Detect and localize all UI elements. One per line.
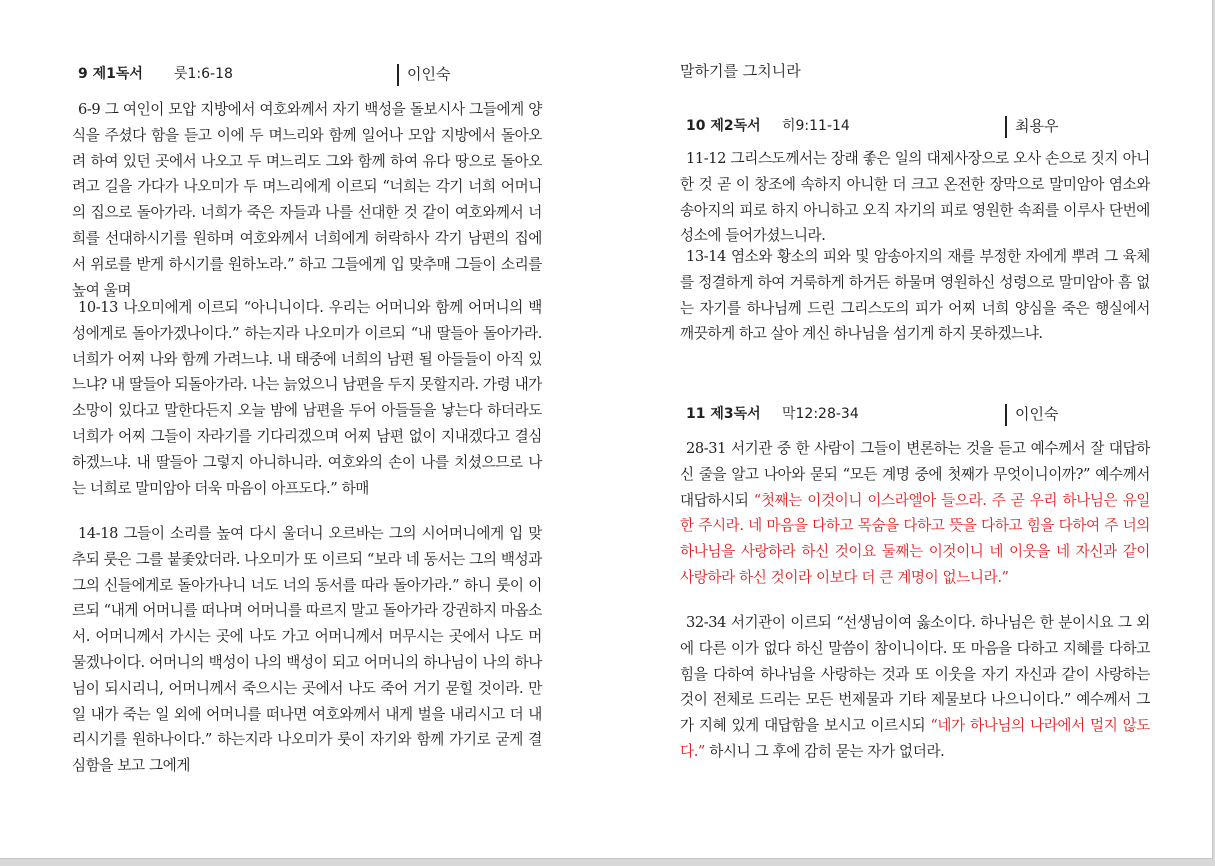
verse-text: 28-31 서기관 중 한 사람이 그들이 변론하는 것을 듣고 예수께서 잘 대답하신 줄을 알고 나아와 묻되 “모든 계명 중에 첫째가 무엇이니이까?” 예수께서 대답하시되 (680, 440, 1150, 509)
reader-name: 이인숙 (407, 65, 451, 83)
reading-header-1 (72, 61, 542, 87)
scripture-reference: 룻1:6-18 (174, 66, 233, 82)
continuation-text: 말하기를 그치니라 (680, 62, 801, 80)
reading-header-3 (680, 401, 1150, 427)
header-divider (397, 64, 399, 86)
reading-number: 9 제1독서 (78, 66, 143, 82)
verse-text: 32-34 서기관이 이르되 “선생님이여 옳소이다. 하나님은 한 분이시요 그 외에 다른 이가 없다 하신 말씀이 참이니이다. 또 마음을 다하고 지혜를 다하고 힘을 다하여 하나님을 사랑하는 것과 또 이웃을 자기 자신과 같이 사랑하는 것이 전체로 드리는 모든 번제물과 기타 제물보다 나으니이다.” 예수께서 그가 지혜 있게 대답함을 보시고 이르시되 (680, 614, 1150, 735)
jesus-words: “네가 하나님의 나라에서 멀지 않도다.” (680, 717, 1150, 760)
verse-paragraph (680, 436, 1150, 591)
reader-name: 최용우 (1015, 117, 1059, 135)
verse-paragraph: 13-14 염소와 황소의 피와 및 암송아지의 재를 부정한 자에게 뿌려 그 육체를 정결하게 하여 거룩하게 하거든 하물며 영원하신 성령으로 말미암아 흠 없는 자기를 하나님께 드린 그리스도의 피가 어찌 너희 양심을 죽은 행실에서 깨끗하게 하고 살아 계신 하나님을 섬기게 하지 못하겠느냐. (680, 248, 1150, 343)
verse-text: 하시니 그 후에 감히 묻는 자가 없더라. (705, 742, 945, 760)
header-divider (1005, 116, 1007, 138)
verse-paragraph: 6-9 그 여인이 모압 지방에서 여호와께서 자기 백성을 돌보시사 그들에게 양식을 주셨다 함을 듣고 이에 두 며느리와 함께 일어나 모압 지방에서 돌아오려 하여 있던 곳에서 나오고 두 며느리도 그와 함께 하여 유다 땅으로 돌아오려고 길을 가다가 나오미가 두 며느리에게 이르되 “너희는 각기 너희 어머니의 집으로 돌아가라. 너희가 죽은 자들과 나를 선대한 것 같이 여호와께서 너희를 선대하시기를 원하며 여호와께서 너희에게 허락하사 각기 남편의 집에서 위로를 받게 하시기를 원하노라.” 하고 그들에게 입 맞추매 그들이 소리를 높여 울며 (72, 101, 542, 299)
jesus-words: “첫째는 이것이니 이스라엘아 들으라. 주 곧 우리 하나님은 유일한 주시라. 네 마음을 다하고 목숨을 다하고 뜻을 다하고 힘을 다하여 주 너의 하나님을 사랑하라 하신 것이요 둘째는 이것이니 네 이웃을 네 자신과 같이 사랑하라 하신 것이라 이보다 더 큰 계명이 없느니라.” (680, 491, 1150, 586)
verse-paragraph: 14-18 그들이 소리를 높여 다시 울더니 오르바는 그의 시어머니에게 입 맞추되 룻은 그를 붙좇았더라. 나오미가 또 이르되 “보라 네 동서는 그의 백성과 그의 신들에게로 돌아가나니 너도 너의 동서를 따라 돌아가라.” 하니 룻이 이르되 “내게 어머니를 떠나며 어머니를 따르지 말고 돌아가라 강권하지 마옵소서. 어머니께서 가시는 곳에 나도 가고 어머니께서 머무시는 곳에서 나도 머물겠나이다. 어머니의 백성이 나의 백성이 되고 어머니의 하나님이 나의 하나님이 되시리니, 어머니께서 죽으시는 곳에서 나도 죽어 거기 묻힐 것이라. 만일 내가 죽는 일 외에 어머니를 떠나면 여호와께서 내게 벌을 내리시고 더 내리시기를 원하나이다.” 하는지라 나오미가 룻이 자기와 함께 가기로 굳게 결심함을 보고 그에게 (72, 525, 542, 775)
reader-name: 이인숙 (1015, 405, 1059, 423)
scripture-reference: 히9:11-14 (782, 118, 850, 134)
verse-paragraph: 10-13 나오미에게 이르되 “아니니이다. 우리는 어머니와 함께 어머니의 백성에게로 돌아가겠나이다.” 하는지라 나오미가 이르되 “내 딸들아 돌아가라. 너희가 어찌 나와 함께 가려느냐. 내 태중에 너희의 남편 될 아들들이 아직 있느냐? 내 딸들아 되돌아가라. 나는 늙었으니 남편을 두지 못할지라. 가령 내가 소망이 있다고 말한다든지 오늘 밤에 남편을 두어 아들들을 낳는다 하더라도 너희가 어찌 그들이 자라기를 기다리겠으며 어찌 남편 없이 지내겠다고 결심하겠느냐. 내 딸들아 그렇지 아니하니라. 여호와의 손이 나를 치셨으므로 나는 너희로 말미암아 더욱 마음이 아프도다.” 하매 (72, 299, 542, 497)
reading-header-2 (680, 113, 1150, 139)
scripture-reference: 막12:28-34 (782, 406, 859, 422)
reading-number: 10 제2독서 (686, 118, 761, 134)
reading-number: 11 제3독서 (686, 406, 761, 422)
verse-paragraph: 11-12 그리스도께서는 장래 좋은 일의 대제사장으로 오사 손으로 짓지 아니한 것 곧 이 창조에 속하지 아니한 더 크고 온전한 장막으로 말미암아 염소와 송아지의 피로 하지 아니하고 오직 자기의 피로 영원한 속죄를 이루사 단번에 성소에 들어가셨느니라. (680, 150, 1150, 245)
verse-paragraph (680, 610, 1150, 765)
header-divider (1005, 404, 1007, 426)
